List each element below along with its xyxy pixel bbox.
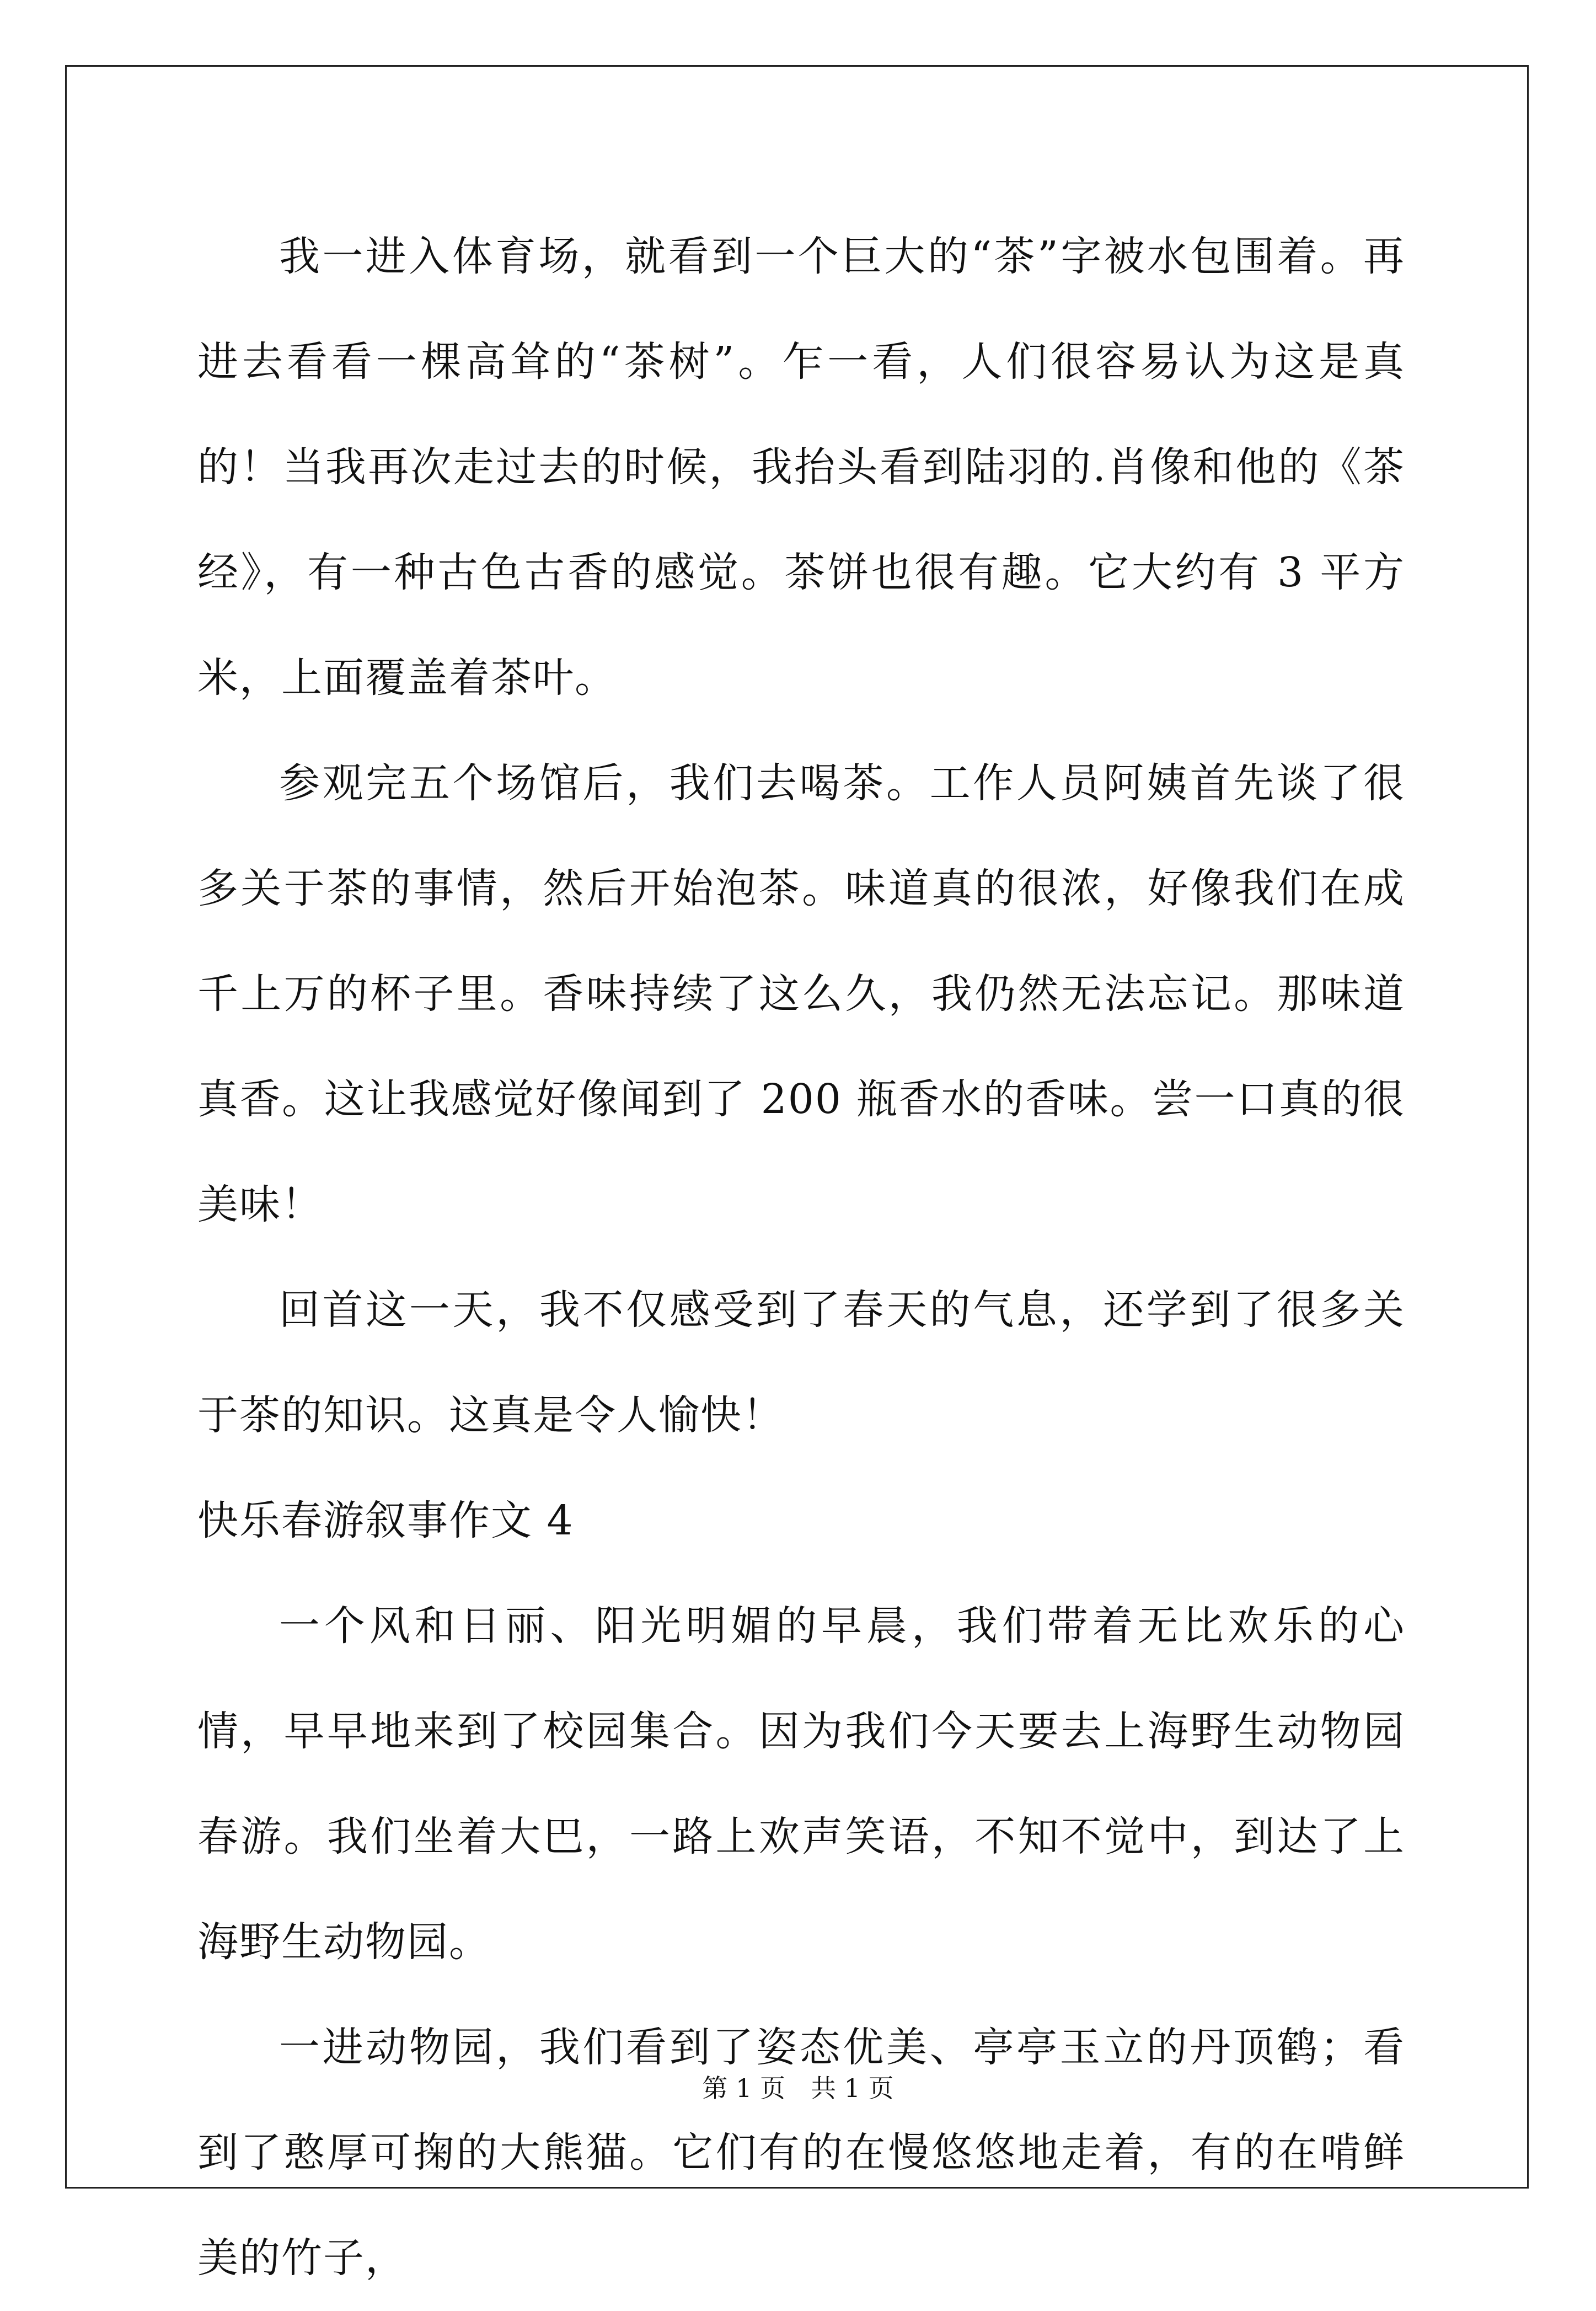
paragraph-zoo-animals: 一进动物园，我们看到了姿态优美、亭亭玉立的丹顶鹤；看到了憨厚可掬的大熊猫。它们有的在慢悠悠地走着，有的在啃鲜美的竹子， xyxy=(197,2024,1405,2282)
paragraph-reflection: 回首这一天，我不仅感受到了春天的气息，还学到了很多关于茶的知识。这真是令人愉快！ xyxy=(197,1286,1405,1439)
section-heading: 快乐春游叙事作文 4 xyxy=(197,1497,574,1544)
page-footer: 第 1 页 共 1 页 xyxy=(702,2073,894,2103)
document-body xyxy=(197,204,1405,2311)
paragraph-morning-trip: 一个风和日丽、阳光明媚的早晨，我们带着无比欢乐的心情，早早地来到了校园集合。因为我们今天要去上海野生动物园春游。我们坐着大巴，一路上欢声笑语，不知不觉中，到达了上海野生动物园。 xyxy=(197,1602,1405,1966)
paragraph-tea-stadium: 我一进入体育场，就看到一个巨大的“茶”字被水包围着。再进去看看一棵高耸的“茶树”。乍一看，人们很容易认为这是真的！当我再次走过去的时候，我抬头看到陆羽的.肖像和他的《茶经》，有一种古色古香的感觉。茶饼也很有趣。它大约有 3 平方米，上面覆盖着茶叶。 xyxy=(197,233,1405,702)
paragraph-tea-tasting: 参观完五个场馆后，我们去喝茶。工作人员阿姨首先谈了很多关于茶的事情，然后开始泡茶。味道真的很浓，好像我们在成千上万的杯子里。香味持续了这么久，我仍然无法忘记。那味道真香。这让我感觉好像闻到了 200 瓶香水的香味。尝一口真的很美味！ xyxy=(197,759,1405,1228)
